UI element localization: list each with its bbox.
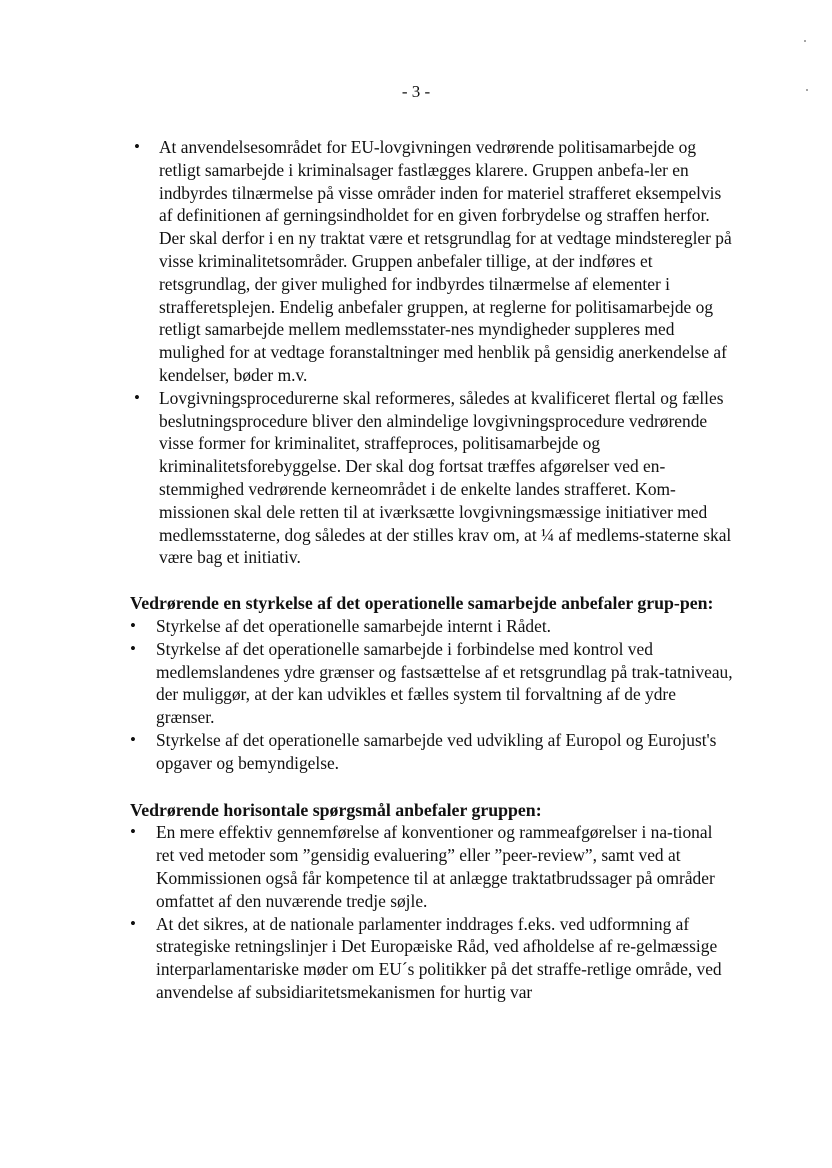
section-heading-operational: Vedrørende en styrkelse af det operationelle samarbejde anbefaler grup-pen: — [130, 593, 714, 614]
list-item-text: En mere effektiv gennemførelse af konventioner og rammeafgørelser i na-tional ret ved metoder som ”gensidig evaluering” eller ”peer-review”, samt ved at Kommissionen også får kompetence til at anlægge traktatbrudssager på områder omfattet af den nuværende tredje søjle. — [156, 822, 715, 911]
list-item — [130, 638, 734, 729]
page-number: - 3 - — [401, 82, 431, 101]
list-item-text: Styrkelse af det operationelle samarbejde i forbindelse med kontrol ved medlemslandenes ydre grænser og fastsættelse af et retsgrundlag på trak-tatniveau, der muliggør, at der kan udvikles et fælles system til forvaltning af de ydre grænser. — [156, 638, 733, 728]
list-item-text: Styrkelse af det operationelle samarbejde internt i Rådet. — [156, 615, 552, 636]
bullet-icon: • — [130, 615, 136, 635]
bullet-icon: • — [130, 638, 136, 658]
list-item-text: Lovgivningsprocedurerne skal reformeres, således at kvalificeret flertal og fælles beslutningsprocedure bliver den almindelige lovgivningsprocedure vedrørende visse former for kriminalitet, straffeproces, politisamarbejde og kriminalitetsforebyggelse. Der skal dog fortsat træffes afgørelser ved en-stemmighed vedrørende kerneområdet i de enkelte landes strafferet. Kom-missionen skal dele retten til at iværksætte lovgivningsmæssige initiativer med medlemsstaterne, dog således at der stilles krav om, at ¼ af medlems-staterne skal være bag et initiativ. — [159, 387, 732, 568]
document-body — [130, 136, 734, 1004]
bullet-icon: • — [130, 729, 136, 749]
bullet-icon: • — [134, 387, 140, 407]
list-item-text: At anvendelsesområdet for EU-lovgivningen vedrørende politisamarbejde og retligt samarbejde i kriminalsager fastlægges klarere. Gruppen anbefa-ler en indbyrdes tilnærmelse på visse områder inden for materiel strafferet eksempelvis af definitionen af gerningsindholdet for en given forbrydelse og straffen herfor. Der skal derfor i en ny traktat være et retsgrundlag for at vedtage mindsteregler på visse kriminalitetsområder. Gruppen anbefaler tillige, at der indføres et retsgrundlag, der giver mulighed for indbyrdes tilnærmelse af elementer i strafferetsplejen. Endelig anbefaler gruppen, at reglerne for politisamarbejde og retligt samarbejde mellem medlemsstater-nes myndigheder suppleres med mulighed for at vedtage foranstaltninger med henblik på gensidig anerkendelse af kendelser, bøder m.v. — [159, 137, 732, 385]
bullet-icon: • — [130, 913, 136, 933]
scan-speck — [804, 40, 806, 42]
list-item-text: Styrkelse af det operationelle samarbejde ved udvikling af Europol og Eurojust's opgaver og bemyndigelse. — [156, 729, 717, 773]
bullet-icon: • — [130, 822, 136, 842]
list-item — [130, 821, 734, 912]
list-item — [130, 913, 734, 1004]
bullet-list-operational — [130, 615, 734, 775]
list-item — [130, 136, 734, 387]
bullet-list-horizontal — [130, 821, 734, 1003]
list-item — [130, 729, 734, 775]
list-item — [130, 387, 734, 569]
list-item — [130, 615, 734, 638]
section-heading-horizontal: Vedrørende horisontale spørgsmål anbefaler gruppen: — [130, 799, 542, 820]
bullet-icon: • — [134, 137, 140, 156]
bullet-list-recommendations — [130, 136, 734, 569]
list-item-text: At det sikres, at de nationale parlamenter inddrages f.eks. ved udformning af strategiske retningslinjer i Det Europæiske Råd, ved afholdelse af re-gelmæssige interparlamentariske møder om EU´s politikker på det straffe-retlige område, ved anvendelse af subsidiaritetsmekanismen for hurtig var — [156, 913, 722, 1002]
